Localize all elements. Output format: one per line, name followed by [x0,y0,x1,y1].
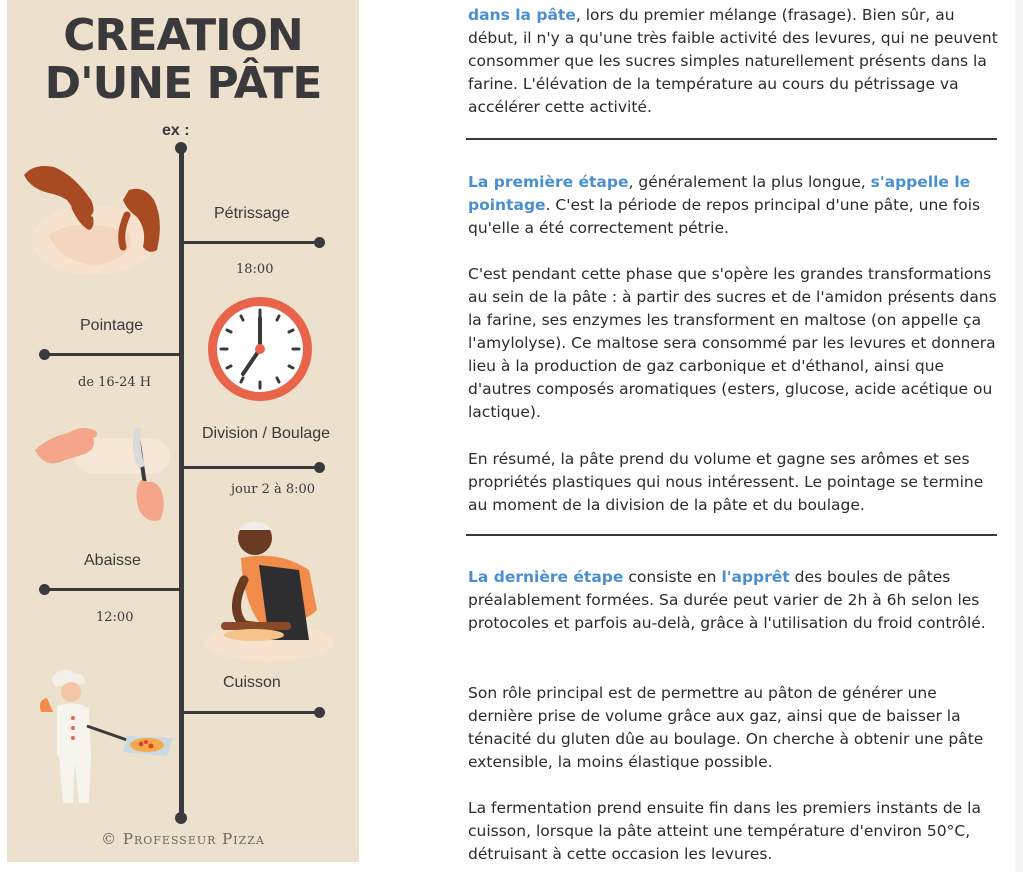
section-divider [466,534,997,536]
infographic-title-line2: D'UNE PÂTE [44,58,322,109]
scrollbar-track[interactable] [1015,0,1023,872]
step-label-cuisson: Cuisson [223,674,281,691]
timeline-branch-abaisse [44,588,182,591]
paragraph-transformations: C'est pendant cette phase que s'opère les grandes transformations au sein de la pâte : à partir des sucres et de l'amidon présents dans la farine, ses enzymes les transforment en maltose (on appelle ça l'amylolyse). Ce maltose sera consommé par les levures et donnera lieu à la production de gaz carbonique et d'éthanol, ainsi que d'autres composés aromatiques (esters, glucose, acide acétique ou lactique). [468,265,997,421]
kneading-hands-illustration [19,155,169,280]
paragraph-frasage [468,4,1003,119]
highlight-premiere-etape: La première étape [468,173,629,191]
paragraph-derniere-etape-text: des boules de pâtes préalablement formées. Sa durée peut varier de 2h à 6h selon les protocoles et parfois au-delà, grâce à l'utilisation du froid contrôlé. [468,568,986,632]
paragraph-premiere-etape-text: . C'est la période de repos principal d'une pâte, une fois qu'elle a été correctement pétrie. [468,196,981,237]
infographic-title-line1: CREATION [63,10,303,61]
highlight-appret: l'apprêt [721,568,790,586]
clock-icon [205,294,315,404]
pizza-dough-infographic [7,0,359,862]
timeline-branch-pointage [44,353,182,356]
section-divider [466,138,997,140]
highlight-derniere-etape: La dernière étape [468,568,624,586]
step-label-division: Division / Boulage [202,425,331,442]
paragraph-frasage-text: , lors du premier mélange (frasage). Bien sûr, au début, il n'y a qu'une très faible activité des levures, qui ne peuvent consommer que les sucres simples naturellement présents dans la farine. L'élévation de la température au cours du pétrissage va accélérer cette activité. [468,6,998,116]
step-time-abaisse: 12:00 [96,610,134,625]
highlight-dans-la-pate: dans la pâte [468,6,576,24]
step-time-petrissage: 18:00 [236,262,274,277]
paragraph-role-principal: Son rôle principal est de permettre au pâton de générer une dernière prise de volume grâce aux gaz, ainsi que de baisser la ténacité du gluten dûe au boulage. On cherche à obtenir une pâte extensible, la moins élastique possible. [468,684,984,771]
timeline-branch-petrissage [182,241,320,244]
step-label-petrissage: Pétrissage [214,205,290,222]
copyright-notice: © Professeur Pizza [101,830,265,848]
paragraph-resume: En résumé, la pâte prend du volume et gagne ses arômes et ses propriétés plastiques qui nous intéressent. Le pointage se termine au moment de la division de la pâte et du boulage. [468,450,984,514]
dividing-dough-illustration [25,420,175,530]
paragraph-premiere-etape-mid: , généralement la plus longue, [628,173,871,191]
step-time-division: jour 2 à 8:00 [231,482,316,497]
paragraph-derniere-etape-mid: consiste en [623,568,722,586]
timeline-axis [179,148,184,818]
example-label: ex : [162,122,190,139]
step-label-abaisse: Abaisse [84,552,141,569]
timeline-branch-division [182,466,320,469]
highlight-pointage: s'appelle le pointage [468,173,971,214]
paragraph-fin-fermentation: La fermentation prend ensuite fin dans les premiers instants de la cuisson, lorsque la pâte atteint une température d'environ 50°C, détruisant à cette occasion les levures. [468,799,981,863]
timeline-branch-cuisson [182,711,320,714]
paragraph-derniere-etape [468,566,1003,635]
baker-rolling-dough-illustration [199,510,339,665]
timeline-end-dot [175,812,187,824]
paragraph-premiere-etape [468,171,1003,240]
step-time-pointage: de 16-24 H [78,375,152,390]
step-label-pointage: Pointage [80,317,144,334]
pizza-chef-illustration [27,668,177,808]
